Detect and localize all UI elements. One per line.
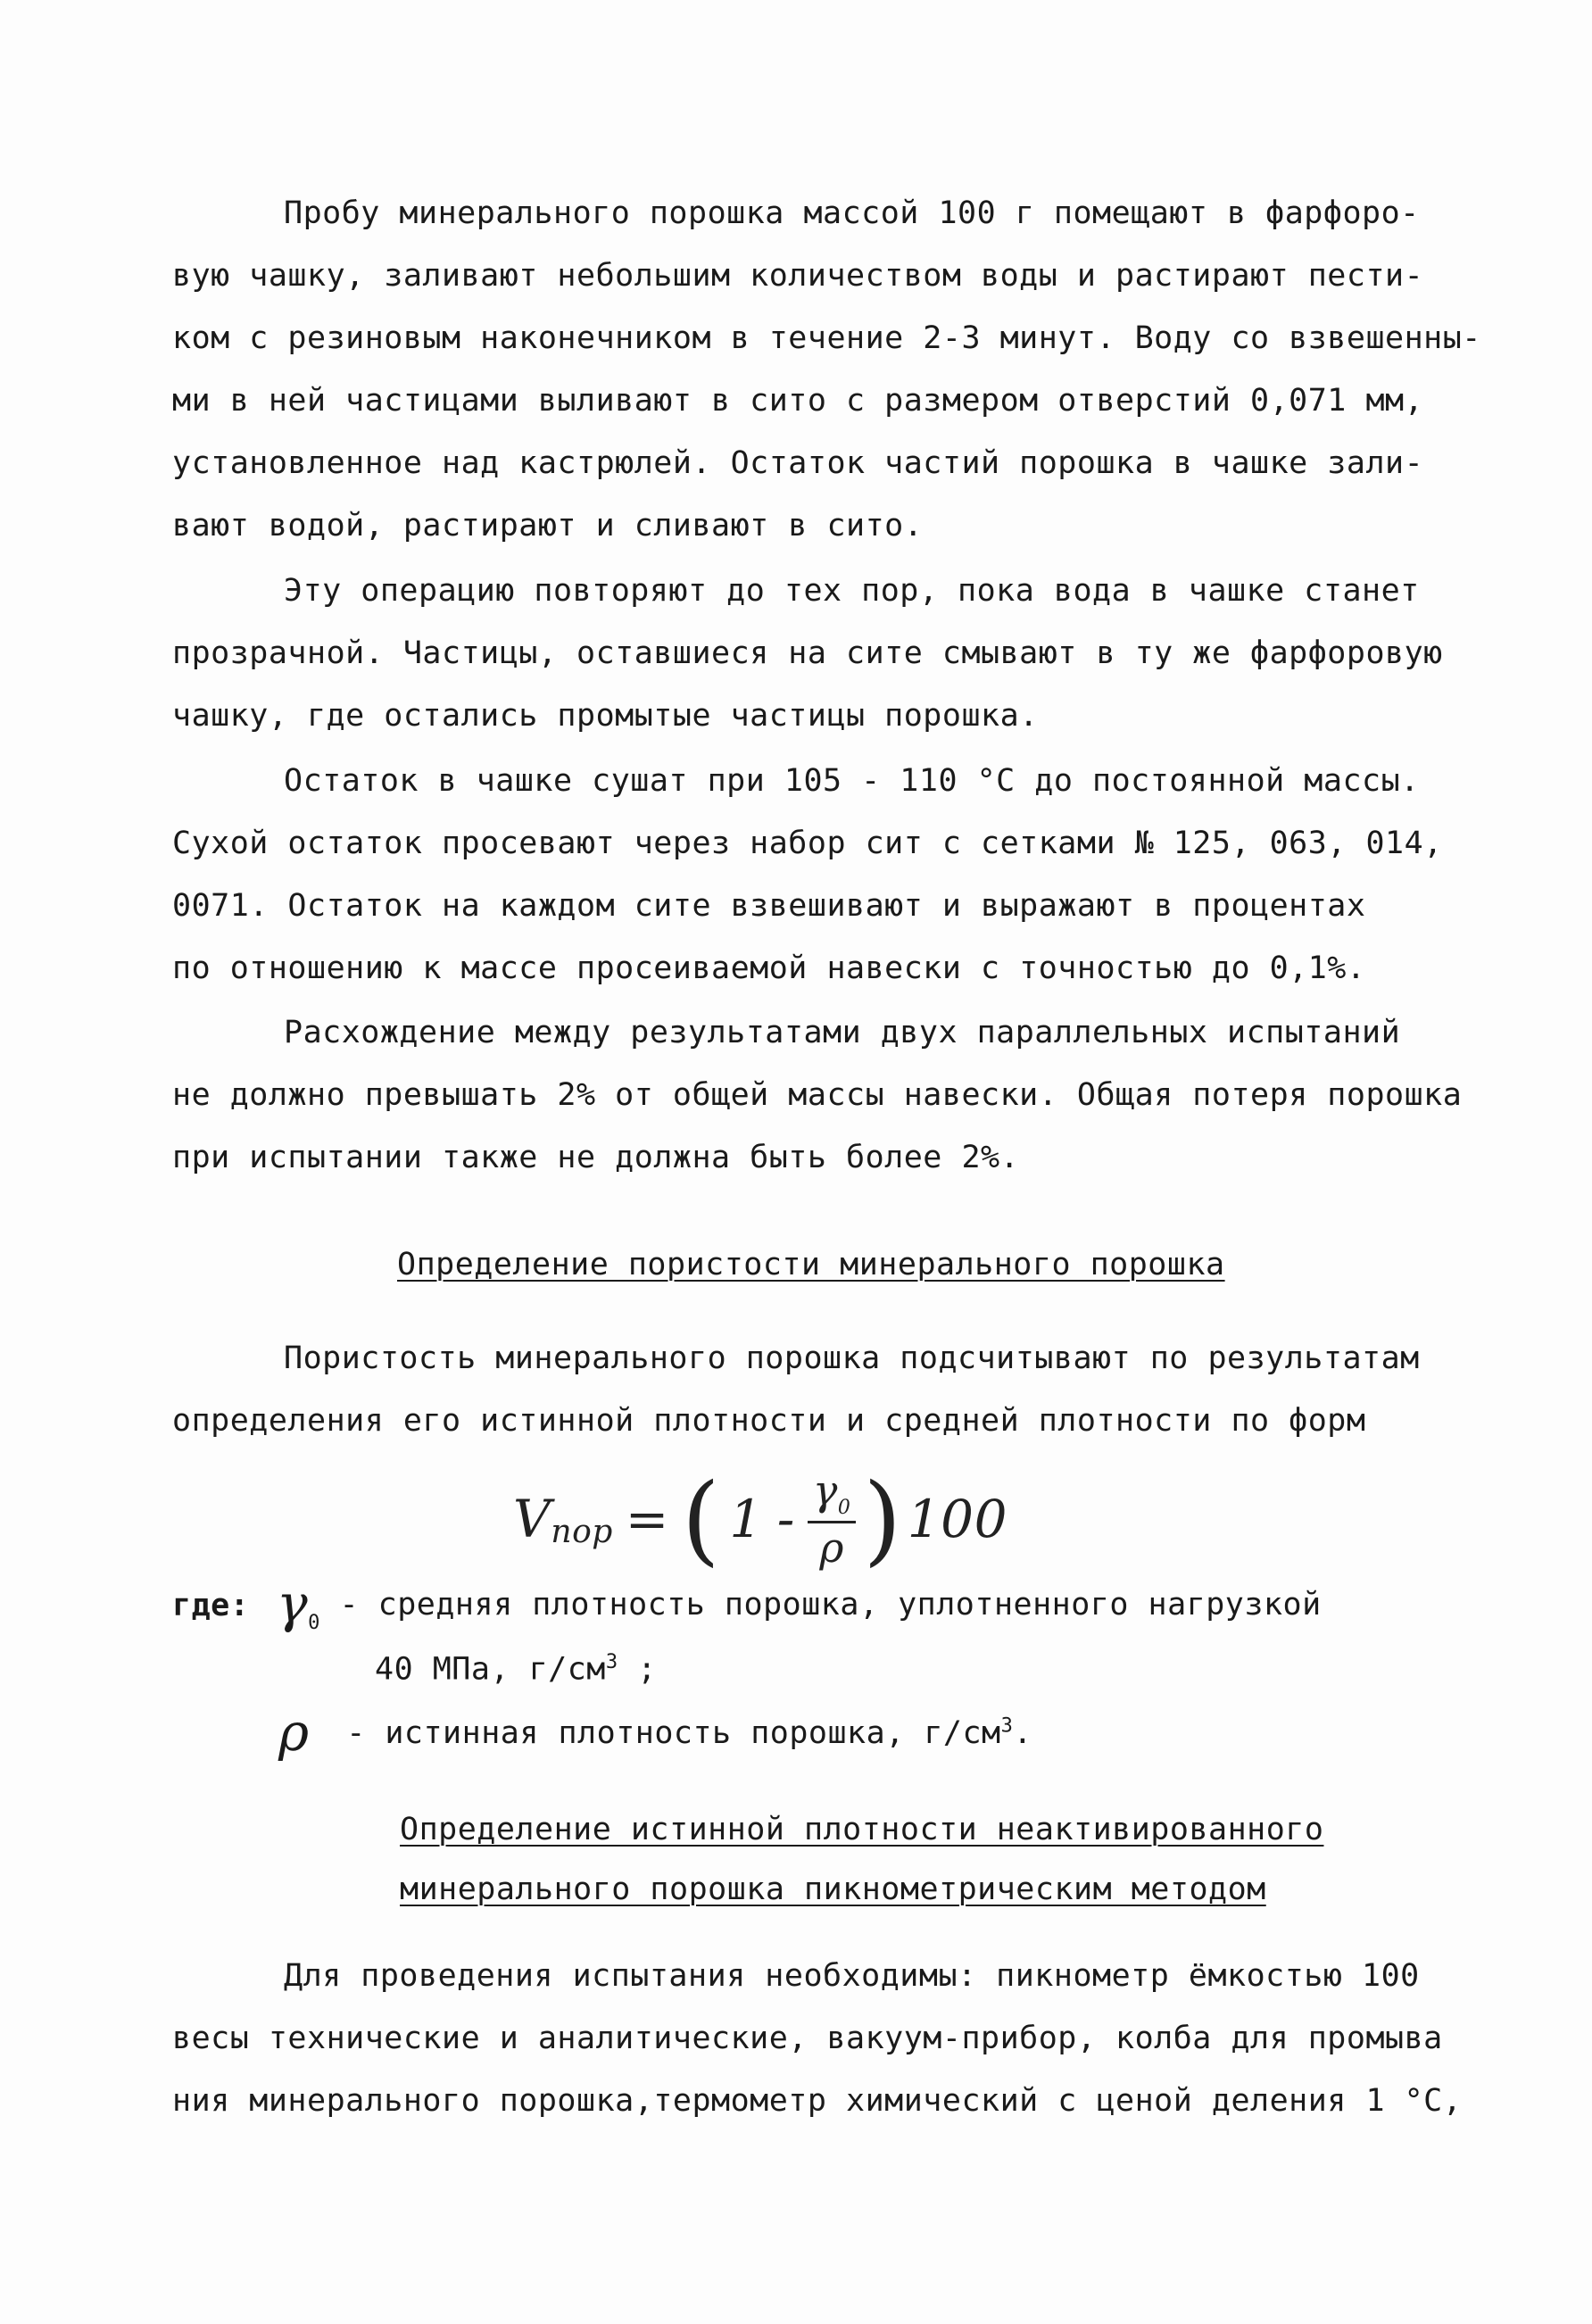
formula-lhs-subscript: пор xyxy=(551,1513,613,1550)
text-line: Пробу минерального порошка массой 100 г помещают в фарфоро- xyxy=(284,195,1420,231)
formula-lhs: V xyxy=(513,1489,551,1550)
formula-equals: = xyxy=(625,1489,669,1550)
formula-minus: - xyxy=(776,1489,795,1550)
text-line: Расхождение между результатами двух параллельных испытаний xyxy=(284,1015,1401,1050)
gamma-definition xyxy=(277,1573,1322,1634)
gamma-subscript: 0 xyxy=(308,1612,320,1634)
text-line: по отношению к массе просеиваемой навески с точностью до 0,1%. xyxy=(172,950,1366,986)
formula-paren-close: ) xyxy=(863,1462,902,1577)
section-heading: Определение истинной плотности неактивированного xyxy=(400,1812,1324,1847)
text-line: вую чашку, заливают небольшим количеством воды и растирают пести- xyxy=(172,258,1424,294)
text-line: Сухой остаток просевают через набор сит с сетками № 125, 063, 014, xyxy=(172,826,1443,861)
text-line: ком с резиновым наконечником в течение 2-3 минут. Воду со взвешенны- xyxy=(172,320,1481,356)
text-line: определения его истинной плотности и средней плотности по форм xyxy=(172,1403,1366,1439)
text-line: Остаток в чашке сушат при 105 - 110 °С до постоянной массы. xyxy=(284,763,1420,799)
text-line: не должно превышать 2% от общей массы навески. Общая потеря порошка xyxy=(172,1077,1463,1113)
section-heading: минерального порошка пикнометрическим методом xyxy=(400,1872,1266,1907)
formula-fraction xyxy=(808,1468,857,1571)
text-line: ми в ней частицами выливают в сито с размером отверстий 0,071 мм, xyxy=(172,383,1424,419)
text-line: Пористость минерального порошка подсчитывают по результатам xyxy=(284,1340,1420,1376)
formula-factor: 100 xyxy=(907,1489,1007,1550)
porosity-formula xyxy=(513,1462,1007,1577)
formula-paren-open: ( xyxy=(681,1462,721,1577)
text-line: установленное над кастрюлей. Остаток частий порошка в чашке зали- xyxy=(172,445,1424,481)
where-label: где: xyxy=(172,1588,250,1623)
gamma-units: 40 МПа, $г/см^3$ ; xyxy=(375,1651,657,1688)
text-line: ния минерального порошка,термометр химический с ценой деления 1 °С, xyxy=(172,2083,1463,2119)
formula-denominator: ρ xyxy=(819,1523,844,1573)
formula-one: 1 xyxy=(729,1489,763,1550)
gamma-text: - средняя плотность порошка, уплотненного нагрузкой xyxy=(339,1587,1322,1623)
text-line: Эту операцию повторяют до тех пор, пока вода в чашке станет xyxy=(284,573,1420,609)
text-line: Для проведения испытания необходимы: пикнометр ёмкостью 100 xyxy=(284,1958,1420,1994)
text-line: при испытании также не должна быть более 2%. xyxy=(172,1140,1020,1175)
rho-text: - истинная плотность порошка, $г/см^3$. xyxy=(346,1714,1032,1751)
text-line: весы технические и аналитические, вакуум-прибор, колба для промыва xyxy=(172,2021,1443,2056)
text-line: чашку, где остались промытые частицы порошка. xyxy=(172,698,1039,734)
text-line: 0071. Остаток на каждом сите взвешивают и выражают в процентах xyxy=(172,888,1366,924)
rho-definition xyxy=(278,1702,1032,1763)
rho-symbol: ρ xyxy=(278,1702,310,1763)
text-line: вают водой, растирают и сливают в сито. xyxy=(172,508,924,544)
gamma-symbol: γ xyxy=(277,1573,309,1634)
section-heading: Определение пористости минерального порошка xyxy=(397,1247,1225,1282)
formula-numerator: $\gamma_0$ xyxy=(808,1468,857,1523)
text-line: прозрачной. Частицы, оставшиеся на сите смывают в ту же фарфоровую xyxy=(172,635,1443,671)
